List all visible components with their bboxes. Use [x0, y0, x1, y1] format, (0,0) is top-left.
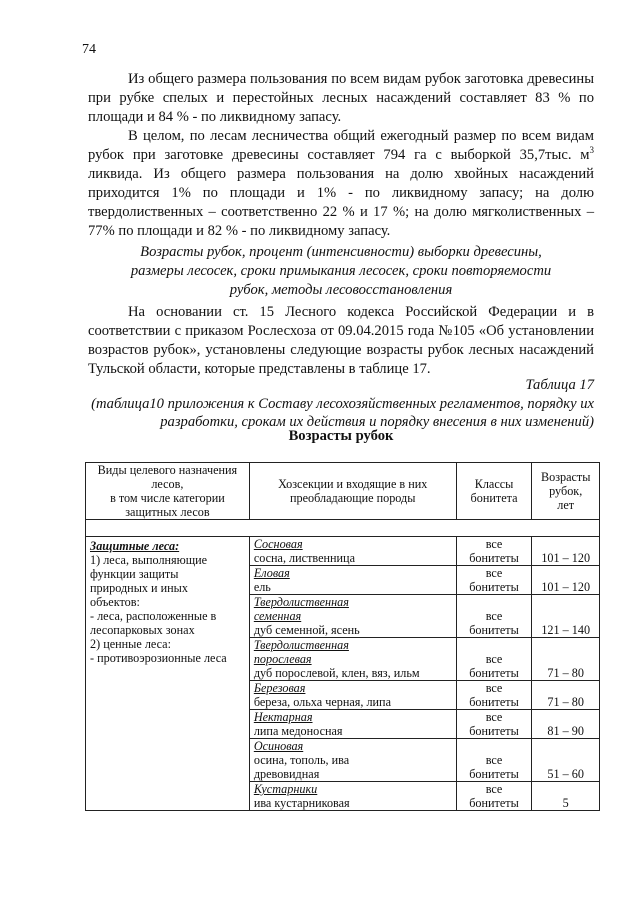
age-cell: 101 – 120 — [532, 566, 600, 595]
protective-line: функции защиты — [90, 567, 179, 581]
class-line: бонитеты — [469, 580, 519, 594]
site-class-cell — [456, 710, 532, 739]
section-species: осина, тополь, ива — [253, 753, 350, 767]
site-class-cell — [456, 681, 532, 710]
header-col4-line: лет — [557, 498, 575, 512]
class-line: бонитеты — [469, 666, 519, 680]
class-line: все — [485, 609, 503, 623]
class-line: все — [485, 710, 503, 724]
class-line: бонитеты — [469, 623, 519, 637]
age-cell: 5 — [532, 782, 600, 811]
header-col2-line: Хозсекции и входящие в них — [278, 477, 428, 491]
section-name: Кустарники — [253, 782, 318, 796]
body-text-top — [88, 70, 594, 241]
table-note-line-1: (таблица10 приложения к Составу лесохозяйственных регламентов, порядку их — [91, 396, 594, 412]
protective-line: - противоэрозионные леса — [90, 651, 227, 665]
header-forest-purpose — [86, 463, 250, 520]
header-col1-line: защитных лесов — [125, 505, 210, 519]
protective-line: - леса, расположенные в — [90, 609, 217, 623]
protective-line: 2) ценные леса: — [90, 637, 171, 651]
class-line: бонитеты — [469, 796, 519, 810]
class-line: все — [485, 782, 503, 796]
age-cell: 71 – 80 — [532, 681, 600, 710]
section-species: древовидная — [253, 767, 320, 781]
intro-paragraph: На основании ст. 15 Лесного кодекса Российской Федерации и в соответствии с приказом Рослесхоза от 09.04.2015 года №105 «Об установлении возрастов рубок», установлены следующие возрасты рубок лесных насаждений Тульской области, которые представлены в таблице 17. — [88, 304, 594, 377]
site-class-cell — [456, 595, 532, 638]
protective-line: объектов: — [90, 595, 140, 609]
header-sections — [249, 463, 456, 520]
site-class-cell — [456, 739, 532, 782]
table-spacer-row — [86, 520, 600, 537]
paragraph-2 — [88, 127, 594, 241]
table-title: Возрасты рубок — [288, 428, 394, 444]
section-cell — [249, 681, 456, 710]
age-cell: 121 – 140 — [532, 595, 600, 638]
protective-line: природных и иных — [90, 581, 188, 595]
class-line: бонитеты — [469, 767, 519, 781]
protective-forests-title: Защитные леса: — [90, 539, 180, 553]
header-site-class — [456, 463, 532, 520]
section-name: порослевая — [253, 652, 312, 666]
class-line: все — [485, 652, 503, 666]
section-cell — [249, 638, 456, 681]
section-heading-line-1: Возрасты рубок, процент (интенсивности) выборки древесины, — [140, 244, 542, 260]
class-line: бонитеты — [469, 695, 519, 709]
section-name: Березовая — [253, 681, 306, 695]
class-line: все — [485, 537, 503, 551]
header-col1-line: Виды целевого назначения — [97, 463, 238, 477]
section-cell — [249, 537, 456, 566]
section-heading-line-3: рубок, методы лесовосстановления — [229, 282, 453, 298]
site-class-cell — [456, 566, 532, 595]
section-cell — [249, 566, 456, 595]
table-note-line-2: разработки, срокам их действия и порядку внесения в них изменений) — [160, 414, 594, 430]
header-col1-line: в том числе категории — [110, 491, 225, 505]
class-line: все — [485, 753, 503, 767]
header-col3-line: Классы — [474, 477, 514, 491]
header-col1-line: лесов, — [151, 477, 184, 491]
class-line: все — [485, 681, 503, 695]
section-species: ель — [253, 580, 271, 594]
class-line: бонитеты — [469, 551, 519, 565]
page-number: 74 — [82, 42, 96, 57]
section-name: Твердолиственная — [253, 595, 349, 609]
section-species: ива кустарниковая — [253, 796, 350, 810]
site-class-cell — [456, 782, 532, 811]
section-cell — [249, 710, 456, 739]
site-class-cell — [456, 638, 532, 681]
class-line: бонитеты — [469, 724, 519, 738]
section-species: липа медоносная — [253, 724, 343, 738]
spacer-cell — [86, 520, 600, 537]
cutting-ages-table — [85, 462, 600, 811]
age-cell: 71 – 80 — [532, 638, 600, 681]
section-heading-line-2: размеры лесосек, сроки примыкания лесосек, сроки повторяемости — [130, 263, 552, 279]
header-col2-line: преобладающие породы — [290, 491, 416, 505]
header-col4-line: рубок, — [549, 484, 583, 498]
section-species: береза, ольха черная, липа — [253, 695, 391, 709]
table-row — [86, 537, 600, 566]
class-line: все — [485, 566, 503, 580]
protective-line: лесопарковых зонах — [90, 623, 195, 637]
table-caption: Таблица 17 — [525, 377, 594, 393]
age-cell: 51 – 60 — [532, 739, 600, 782]
header-col3-line: бонитета — [470, 491, 518, 505]
paragraph-2-text: В целом, по лесам лесничества общий ежегодный размер по всем видам рубок при заготовке древесины составляет 794 га с выборкой 35,7тыс. м — [88, 128, 594, 163]
protective-forests-cell — [86, 537, 250, 811]
age-cell: 101 – 120 — [532, 537, 600, 566]
section-name: Осиновая — [253, 739, 304, 753]
section-name: Нектарная — [253, 710, 313, 724]
paragraph-2-cont: ликвида. Из общего размера пользования на долю хвойных насаждений приходится 1% по площади и 1% - по ликвидному запасу; на долю твердолиственных – соответственно 22 % и 17 %; на долю мягколиственных – 77% по площади и 82 % - по ликвидному запасу. — [88, 166, 594, 239]
section-species: сосна, лиственница — [253, 551, 355, 565]
header-cutting-age — [532, 463, 600, 520]
protective-line: 1) леса, выполняющие — [90, 553, 208, 567]
age-cell: 81 – 90 — [532, 710, 600, 739]
section-cell — [249, 595, 456, 638]
header-col4-line: Возрасты — [540, 470, 591, 484]
section-name: семенная — [253, 609, 302, 623]
site-class-cell — [456, 537, 532, 566]
section-cell — [249, 782, 456, 811]
body-text-intro — [88, 303, 594, 379]
paragraph-1: Из общего размера пользования по всем видам рубок заготовка древесины при рубке спелых и перестойных лесных насаждений составляет 83 % по площади и 84 % - по ликвидному запасу. — [88, 71, 594, 125]
section-name: Еловая — [253, 566, 290, 580]
section-cell — [249, 739, 456, 782]
section-name: Сосновая — [253, 537, 303, 551]
section-name: Твердолиственная — [253, 638, 349, 652]
section-species: дуб порослевой, клен, вяз, ильм — [253, 666, 420, 680]
table-header-row — [86, 463, 600, 520]
section-species: дуб семенной, ясень — [253, 623, 360, 637]
superscript-3: 3 — [589, 145, 594, 156]
section-heading — [88, 243, 594, 300]
table-note — [88, 395, 594, 431]
